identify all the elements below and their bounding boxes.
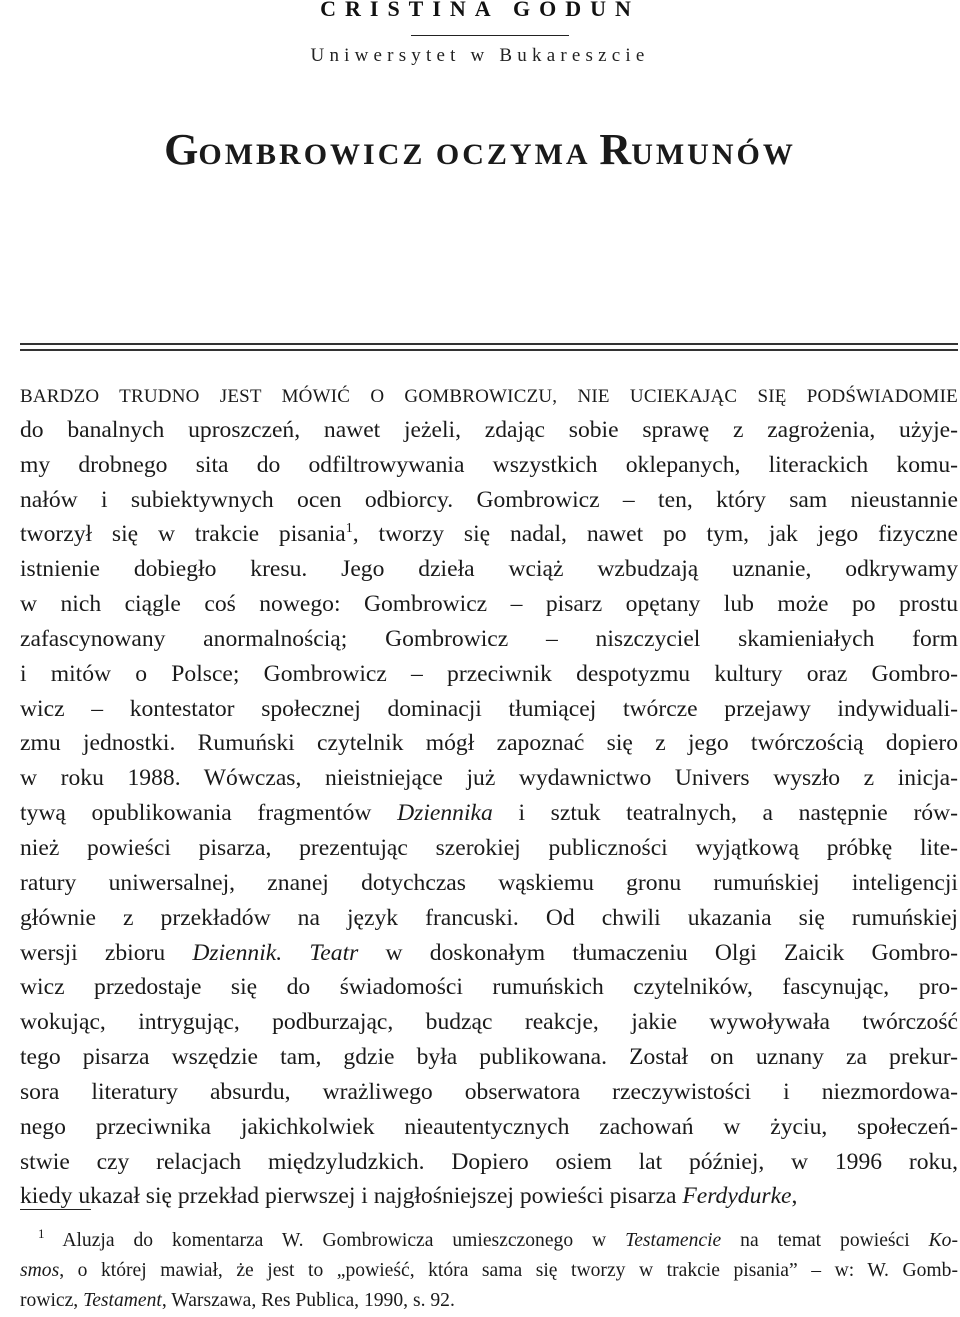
body-text-span: wersji zbioru (20, 939, 193, 966)
footnote-text: na temat powieści (721, 1230, 929, 1251)
footnote-line (20, 1256, 958, 1286)
body-line (20, 936, 958, 971)
body-line: do banalnych uproszczeń, nawet jeżeli, zdając sobie sprawę z zagrożenia, użyje- (20, 416, 958, 443)
section-divider-top (20, 343, 958, 345)
footnote-text: , o której mawiał, że jest to „powieść, która sama się tworzy w trakcie pisania” – w: W. Gomb- (59, 1260, 958, 1282)
body-line: w nich ciągle coś nowego: Gombrowicz – pisarz opętany lub może po prostu (20, 591, 958, 618)
author-name: CRISTINA GODUN (320, 0, 640, 21)
body-line (20, 517, 958, 552)
body-line: wicz przedostaje się do świadomości rumuńskich czytelników, fascynując, pro- (20, 974, 958, 1001)
body-text-span: , tworzy się nadal, nawet po tym, jak jego fizyczne (352, 521, 958, 548)
book-title: smos (20, 1260, 60, 1282)
body-line (20, 1179, 958, 1214)
book-title: Dziennika (397, 800, 493, 827)
body-line: stwie czy relacjach międzyludzkich. Dopiero osiem lat później, w 1996 roku, (20, 1148, 958, 1175)
title-word-2: UMUNÓW (631, 138, 796, 171)
body-line: zafascynowany anormalnością; Gombrowicz – niszczyciel skamieniałych form (20, 625, 958, 652)
footnote-text: Aluzja do komentarza W. Gombrowicza umieszczonego w (44, 1230, 626, 1251)
body-line: ratury uniwersalnej, znanej dotychczas wąskiemu gronu rumuńskiej inteligencji (20, 869, 958, 896)
body-line: istnienie dobiegło kresu. Jego dzieła wciąż wzbudzają uznanie, odkrywamy (20, 556, 958, 583)
body-text-span: tworzył się w trakcie pisania (20, 521, 346, 548)
body-line (20, 796, 958, 831)
title-initial-1: G (164, 125, 199, 174)
footnote-text: , Warszawa, Res Publica, 1990, s. 92. (161, 1290, 455, 1312)
title-initial-2: R (599, 125, 632, 174)
author-affiliation: Uniwersytet w Bukareszcie (310, 45, 650, 66)
footnote-ref[interactable]: 1 (345, 521, 353, 537)
book-title: Ko- (928, 1230, 958, 1251)
footnote-line (20, 1226, 958, 1256)
body-line: nego przeciwnika jakichkolwiek nieautentycznych zachowań w życiu, społeczeń- (20, 1113, 958, 1140)
body-text-span: , (791, 1183, 798, 1210)
body-line-opening (20, 378, 958, 413)
body-line: sora literatury absurdu, wrażliwego obserwatora rzeczywistości i niezmordowa- (20, 1078, 958, 1105)
footnote-number: 1 (38, 1226, 45, 1241)
body-line: my drobnego sita do odfiltrowywania wszystkich oklepanych, literackich komu- (20, 451, 958, 478)
body-line: nież powieści pisarza, prezentując szerokiej publiczności wyjątkową próbkę lite- (20, 834, 958, 861)
body-line: zmu jednostki. Rumuński czytelnik mógł zapoznać się z jego twórczością dopiero (20, 730, 958, 757)
book-title: Testament (83, 1290, 162, 1312)
article-body (20, 378, 958, 1214)
footnote-text: rowicz, (20, 1290, 84, 1312)
footnote-divider (20, 1209, 91, 1210)
article-title (0, 124, 960, 175)
body-line: wicz – kontestator społecznej dominacji tłumiącej twórcze przejawy indywiduali- (20, 695, 958, 722)
body-line: głównie z przekładów na język francuski. Od chwili ukazania się rumuńskiej (20, 904, 958, 931)
body-text-span: tywą opublikowania fragmentów (20, 800, 398, 827)
footnote-line (20, 1286, 958, 1316)
body-line: w roku 1988. Wówczas, nieistniejące już wydawnictwo Univers wyszło z inicja- (20, 765, 958, 792)
body-text-span: kiedy ukazał się przekład pierwszej i najgłośniejszej powieści pisarza (20, 1183, 683, 1210)
author-divider (411, 35, 569, 36)
body-line: i mitów o Polsce; Gombrowicz – przeciwnik despotyzmu kultury oraz Gombro- (20, 660, 958, 687)
book-title: Testamencie (625, 1230, 722, 1251)
body-text-span: w doskonałym tłumaczeniu Olgi Zaicik Gombro- (358, 939, 958, 966)
footnote (20, 1226, 958, 1317)
body-line: tego pisarza wszędzie tam, gdzie była publikowana. Został on uznany za prekur- (20, 1044, 958, 1071)
body-text-span: i sztuk teatralnych, a następnie rów- (492, 800, 958, 827)
title-word-1: OMBROWICZ OCZYMA (198, 138, 600, 171)
section-divider-bottom (20, 349, 958, 351)
body-line: wokując, intrygując, podburzając, budząc reakcje, jakie wywoływała twórczość (20, 1009, 958, 1036)
book-title: Ferdydurke (682, 1183, 792, 1210)
book-title: Dziennik. Teatr (192, 939, 359, 966)
body-line: nałów i subiektywnych ocen odbiorcy. Gombrowicz – ten, który sam nieustannie (20, 486, 958, 513)
opening-small-caps: BARDZO TRUDNO JEST MÓWIĆ O GOMBROWICZU, NIE UCIEKAJĄC SIĘ PODŚWIADOMIE (20, 386, 958, 407)
